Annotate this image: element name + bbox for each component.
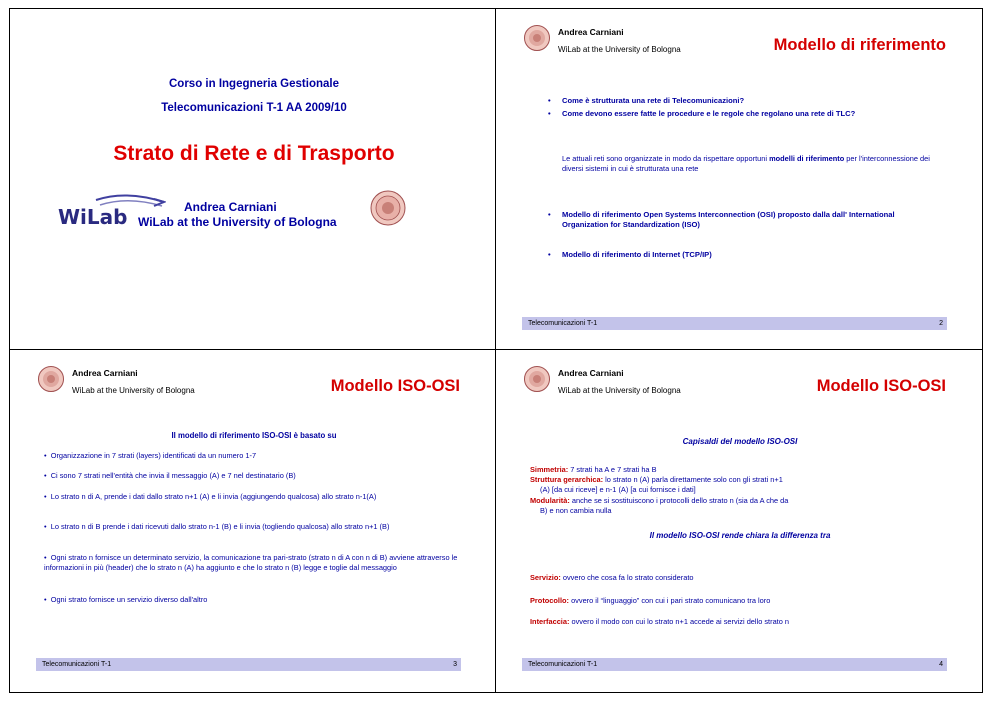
slide-title: Modello di riferimento xyxy=(773,36,946,54)
course-name: Corso in Ingegneria Gestionale xyxy=(169,78,339,90)
list-item: • Modello di riferimento di Internet (TCP/IP) xyxy=(548,250,938,260)
slide-footer xyxy=(522,658,947,671)
slide-title: Modello ISO-OSI xyxy=(816,377,946,395)
header-affiliation: WiLab at the University of Bologna xyxy=(558,45,681,54)
slide-1 xyxy=(14,14,494,344)
list-item: • Lo strato n di A, prende i dati dallo strato n+1 (A) e li invia (aggiungendo qualcosa) allo strato n-1(A) xyxy=(44,492,377,501)
slide-heading: Il modello di riferimento ISO-OSI è basato su xyxy=(171,431,337,440)
slide-footer xyxy=(522,317,947,330)
page-number: 3 xyxy=(453,661,457,668)
list-item: • Modello di riferimento Open Systems Interconnection (OSI) proposto dalla dall' International Organization for Standardization (ISO) xyxy=(548,210,938,229)
list-item: • Come devono essere fatte le procedure e le regole che regolano una rete di TLC? xyxy=(548,109,938,119)
presentation-title: Strato di Rete e di Trasporto xyxy=(113,142,395,165)
slide-4 xyxy=(500,355,980,685)
page-number: 4 xyxy=(939,661,943,668)
university-seal-icon xyxy=(370,190,406,226)
list-item: • Organizzazione in 7 strati (layers) identificati da un numero 1-7 xyxy=(44,451,257,460)
svg-text:WiLab: WiLab xyxy=(58,205,128,228)
university-seal-icon xyxy=(38,366,64,392)
slide-footer xyxy=(36,658,461,671)
header-affiliation: WiLab at the University of Bologna xyxy=(72,386,195,395)
header-author: Andrea Carniani xyxy=(72,368,138,378)
slide-title: Modello ISO-OSI xyxy=(330,377,460,395)
list-item: • Come è strutturata una rete di Telecomunicazioni? xyxy=(548,96,938,106)
model-list xyxy=(548,250,938,263)
slide-3 xyxy=(14,355,494,685)
list-item: • Lo strato n di B prende i dati ricevuti dallo strato n-1 (B) e li invia (togliendo qualcosa) allo strato n+1 (B) xyxy=(44,522,390,531)
header-affiliation: WiLab at the University of Bologna xyxy=(558,386,681,395)
slide-subheading: Il modello ISO-OSI rende chiara la differenza tra xyxy=(649,531,831,540)
model-list xyxy=(548,210,938,232)
vertical-divider xyxy=(495,8,496,693)
header-author: Andrea Carniani xyxy=(558,368,624,378)
principle-hierarchy: Struttura gerarchica: lo strato n (A) parla direttamente solo con gli strati n+1 (A) [da cui riceve] e n-1 (A) [a cui fornisce i dati] xyxy=(530,475,783,494)
footer-text: Telecomunicazioni T-1 xyxy=(528,320,598,327)
slide-heading: Capisaldi del modello ISO-OSI xyxy=(682,437,798,446)
university-seal-icon xyxy=(524,366,550,392)
list-item: • Ci sono 7 strati nell'entità che invia il messaggio (A) e 7 nel destinatario (B) xyxy=(44,471,296,480)
author-name: Andrea Carniani xyxy=(184,200,277,214)
course-subject: Telecomunicazioni T-1 AA 2009/10 xyxy=(161,102,347,114)
university-seal-icon xyxy=(524,25,550,51)
paragraph: Le attuali reti sono organizzate in modo da rispettare opportuni modelli di riferimento per l'interconnessione dei diversi sistemi in cui è strutturata una rete xyxy=(562,154,930,173)
question-list xyxy=(548,96,938,121)
list-item: • Ogni strato fornisce un servizio diverso dall'altro xyxy=(44,595,208,604)
principle-symmetry: Simmetria: 7 strati ha A e 7 strati ha B xyxy=(530,465,657,474)
definition-interface: Interfaccia: ovvero il modo con cui lo strato n+1 accede ai servizi dello strato n xyxy=(530,617,790,626)
list-item: • Ogni strato n fornisce un determinato servizio, la comunicazione tra pari-strato (strato n di A con n di B) avviene attraverso le informazioni in più (header) che lo strato n (A) ha aggiunto e che lo strato n (B) legge e toglie dal messaggio xyxy=(44,553,458,572)
principle-modularity: Modularità: anche se si sostituiscono i protocolli dello strato n (sia da A che da B) e non cambia nulla xyxy=(530,496,789,515)
author-affiliation: WiLab at the University of Bologna xyxy=(138,215,337,229)
footer-text: Telecomunicazioni T-1 xyxy=(528,661,598,668)
definition-service: Servizio: ovvero che cosa fa lo strato considerato xyxy=(530,573,694,582)
footer-text: Telecomunicazioni T-1 xyxy=(42,661,112,668)
slide-2 xyxy=(500,14,980,344)
header-author: Andrea Carniani xyxy=(558,27,624,37)
definition-protocol: Protocollo: ovvero il “linguaggio” con cui i pari strato comunicano tra loro xyxy=(530,596,771,605)
page-number: 2 xyxy=(939,320,943,327)
horizontal-divider xyxy=(9,349,983,350)
